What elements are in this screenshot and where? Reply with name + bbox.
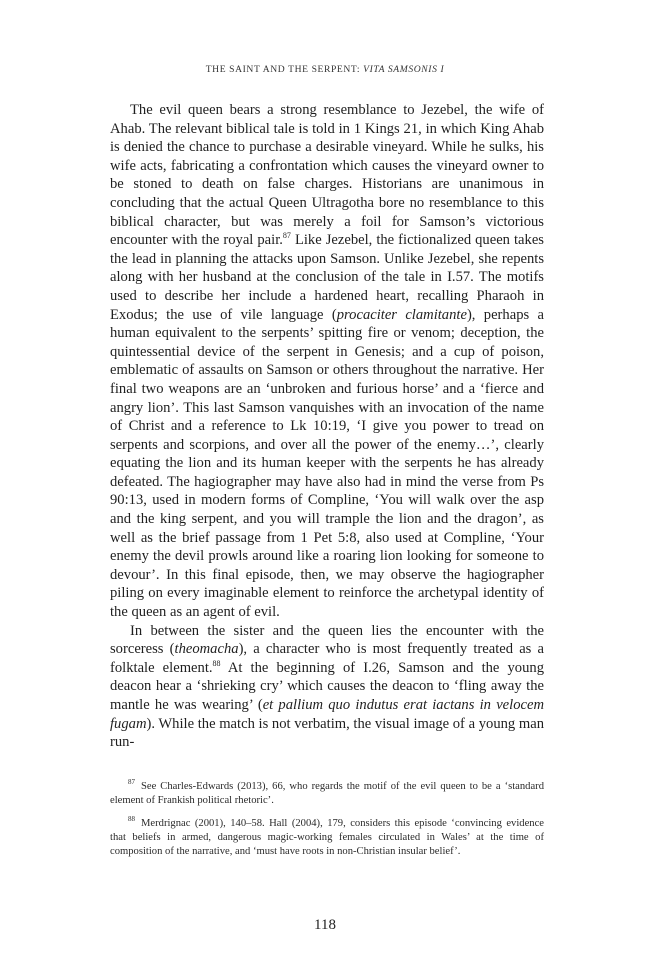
text-run: ), perhaps a human equivalent to the serpents’ spitting fire or venom; deception, the quintessential device of the serpent in Genesis; and a cup of poison, emblematic of assaults on Samson or others throughout the narrative. Her final two weapons are an ‘unbroken and furious horse’ and a ‘fierce and angry lion’. This last Samson vanquishes with an invocation of the name of Christ and a reference to Lk 10:19, ‘I give you power to tread on serpents and scorpions, and over all the power of the enemy…’, clearly equating the lion and its human keeper with the serpents he has already defeated. The hagiographer may have also had in mind the verse from Ps 90:13, used in modern forms of Compline, ‘You will walk over the asp and the king serpent, and you will trample the lion and the dragon’, as well as the brief passage from 1 Pet 5:8, also used at Compline, ‘Your enemy the devil prowls around like a roaring lion looking for someone to devour’. In this final episode, then, we may observe the hagiographer piling on every imaginable element to reinforce the archetypal identity of the queen as an agent of evil. bbox=[110, 306, 544, 621]
footnote-text: Merdrignac (2001), 140–58. Hall (2004), 179, considers this episode ‘convincing evidence that beliefs in armed, dangerous magic-working females circulated in Wales’ at the time of composition of the narrative, and ‘must have roots in non-Christian insular belief’. bbox=[110, 818, 544, 857]
text-run: ), a character who is most frequently treated as a folktale element. bbox=[110, 641, 544, 676]
paragraph bbox=[110, 101, 544, 622]
footnote-number: 88 bbox=[128, 815, 135, 824]
running-head bbox=[0, 64, 650, 75]
footnote-ref[interactable]: 87 bbox=[282, 231, 291, 241]
footnote bbox=[110, 780, 544, 808]
paragraph bbox=[110, 622, 544, 752]
page-number: 118 bbox=[314, 917, 336, 933]
footnotes bbox=[110, 780, 544, 868]
text-run: In between the sister and the queen lies the encounter with the sorceress ( bbox=[110, 622, 544, 658]
text-run: At the beginning of I.26, Samson and the young deacon hear a ‘shrieking cry’ which causes the deacon to ‘fling away the mantle he was wearing’ ( bbox=[110, 659, 544, 713]
body-text bbox=[110, 101, 544, 752]
footnote-text: See Charles-Edwards (2013), 66, who regards the motif of the evil queen to be a ‘standard element of Frankish political rhetoric’. bbox=[110, 781, 544, 806]
running-head-text: THE SAINT AND THE SERPENT: bbox=[205, 64, 364, 75]
text-run: The evil queen bears a strong resemblance to Jezebel, the wife of Ahab. The relevant biblical tale is told in 1 Kings 21, in which King Ahab is denied the chance to purchase a desirable vineyard. While he sulks, his wife acts, fabricating a confrontation which causes the vineyard owner to be stoned to death on false charges. Historians are unanimous in concluding that the actual Queen Ultragotha bore no resemblance to this biblical character, but was merely a foil for Samson’s victorious encounter with the royal pair. bbox=[110, 102, 544, 249]
text-run: Like Jezebel, the fictionalized queen takes the lead in planning the attacks upon Samson. Unlike Jezebel, she repents along with her husband at the conclusion of the tale in I.57. The motifs used to describe her include a hardened heart, recalling Pharaoh in Exodus; the use of vile language ( bbox=[110, 232, 544, 323]
footnote-ref[interactable]: 88 bbox=[212, 658, 221, 668]
latin-phrase: et pallium quo indutus erat iactans in velocem fugam bbox=[110, 697, 544, 732]
footnote bbox=[110, 817, 544, 859]
running-head-italic: VITA SAMSONIS I bbox=[363, 64, 445, 75]
latin-phrase: procaciter clamitante bbox=[336, 306, 467, 323]
latin-phrase: theomacha bbox=[174, 641, 239, 658]
text-run: ). While the match is not verbatim, the visual image of a young man run- bbox=[110, 715, 544, 751]
footnote-number: 87 bbox=[128, 778, 135, 787]
